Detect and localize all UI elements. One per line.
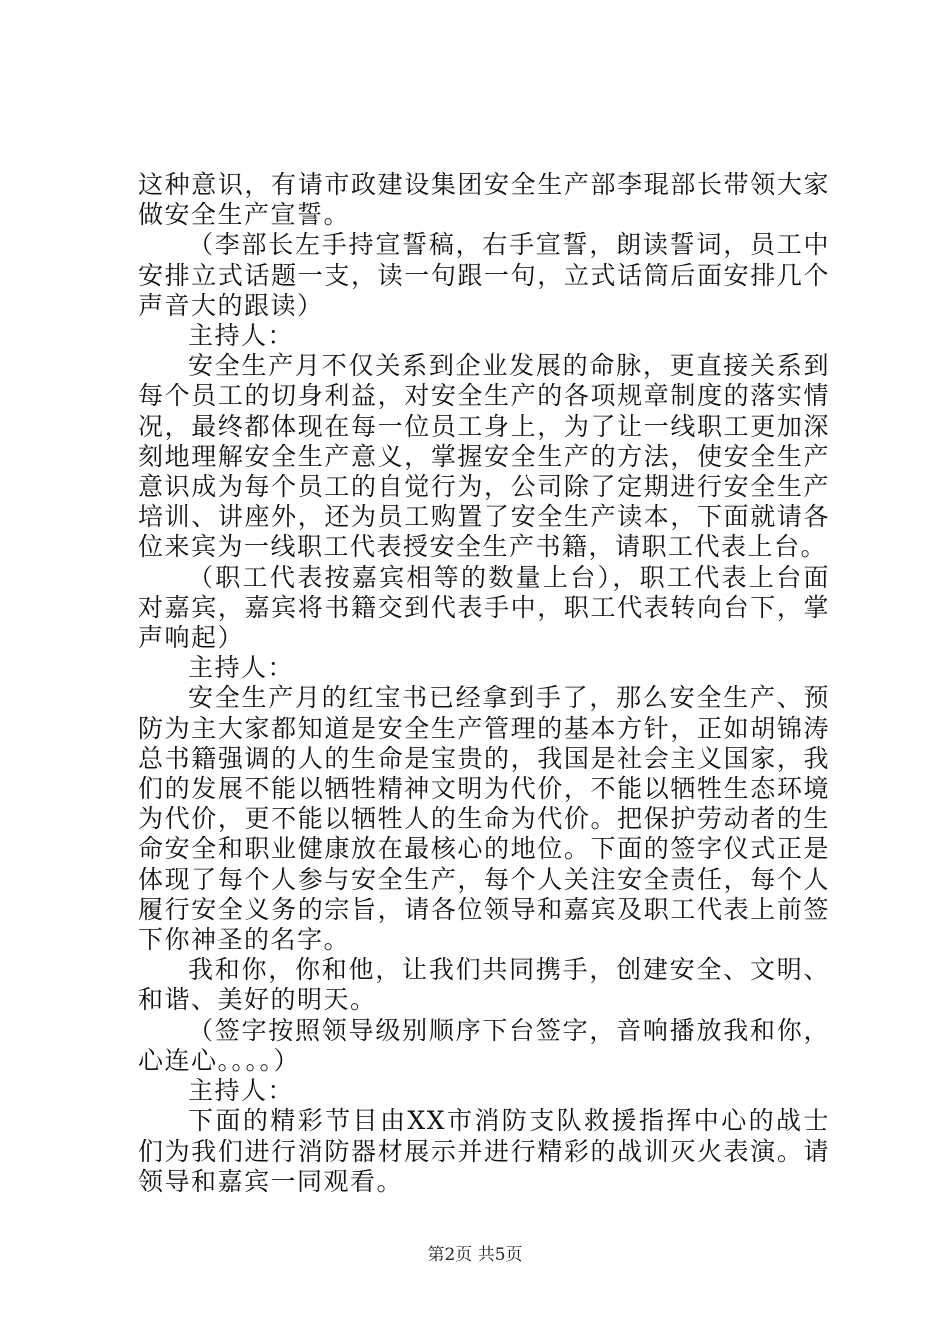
speaker-label: 主持人：	[188, 653, 295, 683]
paragraph-7: 安全生产月的红宝书已经拿到手了，那么安全生产、预防为主大家都知道是安全生产管理的基本方针，正如胡锦涛总书籍强调的人的生命是宝贵的，我国是社会主义国家，我们的发展不能以牺牲精神文明为代价，不能以牺牲生态环境为代价，更不能以牺牲人的生命为代价。把保护劳动者的生命安全和职业健康放在最核心的地位。下面的签字仪式正是体现了每个人参与安全生产，每个人关注安全责任，每个人履行安全义务的宗旨，请各位领导和嘉宾及职工代表上前签下你神圣的名字。	[138, 683, 830, 955]
page-footer: 第2页 共5页	[427, 1245, 523, 1265]
speaker-label: 主持人：	[188, 1076, 295, 1106]
document-body	[138, 170, 830, 1197]
paragraph-2: （李部长左手持宣誓稿，右手宣誓，朗读誓词，员工中安排立式话题一支，读一句跟一句，立式话筒后面安排几个声音大的跟读）	[138, 230, 830, 320]
paragraph-8: 我和你，你和他，让我们共同携手，创建安全、文明、和谐、美好的明天。	[138, 955, 830, 1015]
paragraph-1: 这种意识，有请市政建设集团安全生产部李琨部长带领大家做安全生产宣誓。	[138, 170, 830, 230]
paragraph-5: （职工代表按嘉宾相等的数量上台），职工代表上台面对嘉宾，嘉宾将书籍交到代表手中，职工代表转向台下，掌声响起）	[138, 562, 830, 653]
paragraph-9: （签字按照领导级别顺序下台签字，音响播放我和你，心连心。。。。）	[138, 1015, 830, 1075]
paragraph-4: 安全生产月不仅关系到企业发展的命脉，更直接关系到每个员工的切身利益，对安全生产的各项规章制度的落实情况，最终都体现在每一位员工身上，为了让一线职工更加深刻地理解安全生产意义，掌握安全生产的方法，使安全生产意识成为每个员工的自觉行为，公司除了定期进行安全生产培训、讲座外，还为员工购置了安全生产读本，下面就请各位来宾为一线职工代表授安全生产书籍，请职工代表上台。	[138, 351, 830, 562]
speaker-label: 主持人：	[188, 321, 295, 351]
paragraph-11: 下面的精彩节目由XX市消防支队救援指挥中心的战士们为我们进行消防器材展示并进行精彩的战训灭火表演。请领导和嘉宾一同观看。	[138, 1106, 830, 1196]
